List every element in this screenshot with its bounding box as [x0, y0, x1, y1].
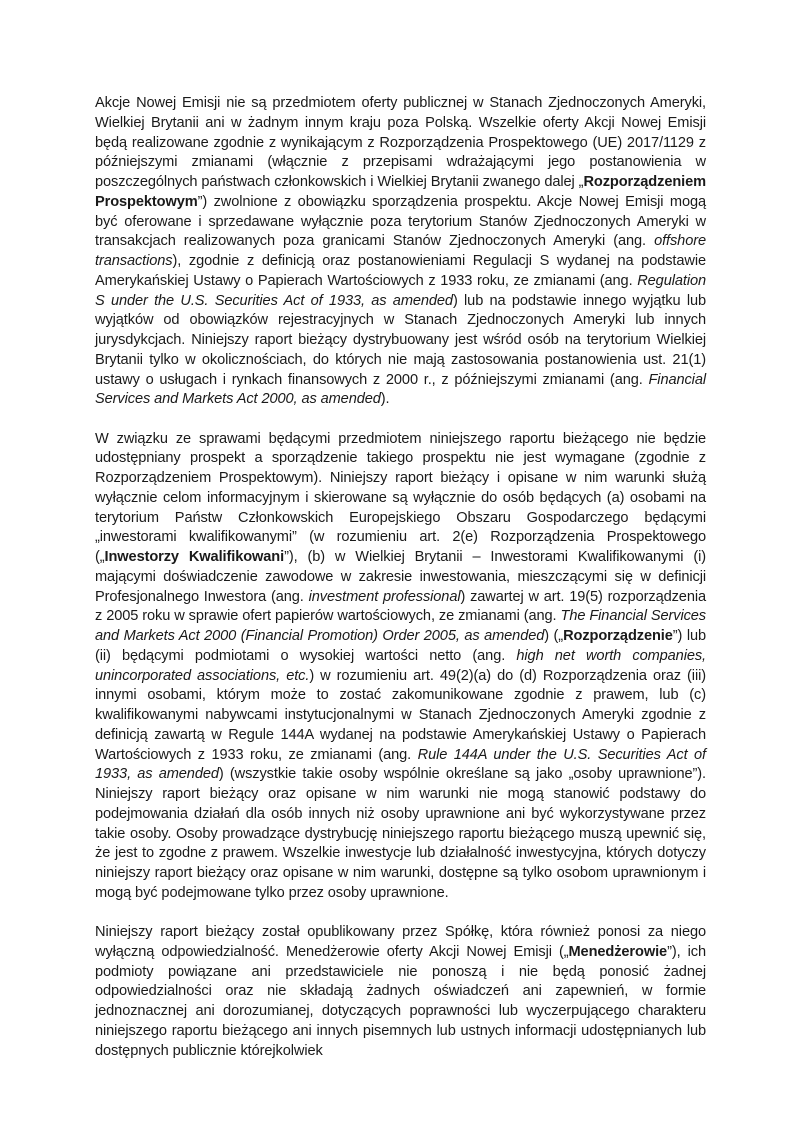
text-run: Niniejszy raport bieżący został opublikowany przez Spółkę, która również ponosi za niego wyłączną odpowiedzialność. Menedżerowie oferty Akcji Nowej Emisji („	[95, 924, 706, 960]
text-run: ”) zwolnione z obowiązku sporządzenia prospektu. Akcje Nowej Emisji mogą być oferowane i sprzedawane wyłącznie poza terytorium Stanów Zjednoczonych Ameryki w transakcjach realizowanych poza granicami Stanów Zjednoczonych Ameryki (ang.	[95, 193, 706, 250]
english-term: Regulation S under the U.S. Securities Act of 1933, as amended	[95, 272, 706, 309]
english-term: The Financial Services and Markets Act 2000 (Financial Promotion) Order 2005, as amended	[95, 608, 706, 644]
english-term: high net worth companies, unincorporated associations, etc.	[95, 647, 707, 684]
text-run: ) zawartej w art. 19(5) rozporządzenia z 2005 roku w sprawie ofert papierów wartościowych, ze zmianami (ang.	[95, 588, 706, 625]
text-run: ”) lub (ii) będącymi podmiotami o wysokiej wartości netto (ang.	[95, 628, 707, 664]
english-term: Rule 144A under the U.S. Securities Act of 1933, as amended	[95, 746, 706, 783]
english-term: Financial Services and Markets Act 2000, as amended	[95, 371, 706, 408]
text-run: ”), ich podmioty powiązane ani przedstawiciele nie ponoszą i nie będą ponosić żadnej odpowiedzialności oraz nie składają żadnych oświadczeń ani zapewnień, w formie jednoznacznej ani dorozumianej, dotyczących poprawności lub wyczerpującego charakteru niniejszego raportu bieżącego ani innych pisemnych lub ustnych informacji udostępnianych lub dostępnych publicznie którejkolwiek	[95, 943, 706, 1059]
text-run: ”), (b) w Wielkiej Brytanii – Inwestorami Kwalifikowanymi (i) mającymi doświadczenie zawodowe w zakresie inwestowania, mieszczącymi się w definicji Profesjonalnego Inwestora (ang.	[95, 549, 706, 605]
text-run: ).	[380, 391, 390, 408]
paragraph-offering-restrictions	[95, 94, 706, 410]
text-run: ) w rozumieniu art. 49(2)(a) do (d) Rozporządzenia oraz (iii) innymi osobami, którym może to zostać zakomunikowane zgodnie z prawem, lub (c) kwalifikowanymi nabywcami instytucjonalnymi w Stanach Zjednoczonych Ameryki zgodnie z definicją zawartą w Regule 144A wydanej na podstawie Amerykańskiej Ustawy o Papierach Wartościowych z 1933 roku, ze zmianami (ang.	[95, 667, 706, 763]
english-term: investment professional	[308, 588, 461, 605]
defined-term: Inwestorzy Kwalifikowani	[104, 549, 285, 565]
text-run: W związku ze sprawami będącymi przedmiotem niniejszego raportu bieżącego nie będzie udostępniany prospekt a sporządzenie takiego prospektu nie jest wymagane (zgodnie z Rozporządzeniem Prospektowym). Niniejszy raport bieżący i opisane w nim warunki służą wyłącznie celom informacyjnym i skierowane są wyłącznie do osób będących (a) osobami na terytorium Państw Członkowskich Europejskiego Obszaru Gospodarczego będącymi „inwestorami kwalifikowanymi” (w rozumieniu art. 2(e) Rozporządzenia Prospektowego („	[95, 430, 706, 565]
english-term: offshore transactions	[95, 233, 706, 269]
text-run: Akcje Nowej Emisji nie są przedmiotem oferty publicznej w Stanach Zjednoczonych Ameryki, Wielkiej Brytanii ani w żadnym innym kraju poza Polską. Wszelkie oferty Akcji Nowej Emisji będą realizowane zgodnie z wynikającym z Rozporządzenia Prospektowego (UE) 2017/1129 z późniejszymi zmianami (włącznie z przepisami wdrażającymi jego postanowienia w poszczególnych państwach członkowskich i Wielkiej Brytanii zwanego dalej „	[95, 95, 706, 190]
text-run: ) lub na podstawie innego wyjątku lub wyjątków od obowiązków rejestracyjnych w Stanach Zjednoczonych Ameryki lub innych jurysdykcjach. Niniejszy raport bieżący dystrybuowany jest wśród osób na terytorium Wielkiej Brytanii tylko w okolicznościach, do których nie mają zastosowania postanowienia ust. 21(1) ustawy o usługach i rynkach finansowych z 2000 r., z późniejszymi zmianami (ang.	[95, 292, 706, 388]
document-page	[95, 94, 706, 1081]
defined-term: Rozporządzenie	[563, 628, 673, 644]
defined-term: Rozporządzeniem Prospektowym	[95, 174, 706, 210]
text-run: ) („	[544, 628, 564, 644]
text-run: ), zgodnie z definicją oraz postanowieniami Regulacji S wydanej na podstawie Amerykańskiej Ustawy o Papierach Wartościowych z 1933 roku, ze zmianami (ang.	[95, 253, 706, 289]
defined-term: Menedżerowie	[568, 943, 668, 960]
text-run: ) (wszystkie takie osoby wspólnie określane są jako „osoby uprawnione”). Niniejszy raport bieżący oraz opisane w nim warunki nie mogą stanowić podstawy do podejmowania działań dla osób innych niż osoby uprawnione ani być wykorzystywane przez takie osoby. Osoby prowadzące dystrybucję niniejszego raportu bieżącego muszą upewnić się, że jest to zgodne z prawem. Wszelkie inwestycje lub działalność inwestycyjna, których dotyczy niniejszy raport bieżący oraz opisane w nim warunki, dostępne są tylko osobom uprawnionym i mogą być podejmowane tylko przez osoby uprawnione.	[95, 766, 706, 901]
paragraph-liability-disclaimer	[95, 923, 706, 1061]
paragraph-eligible-persons	[95, 430, 706, 904]
